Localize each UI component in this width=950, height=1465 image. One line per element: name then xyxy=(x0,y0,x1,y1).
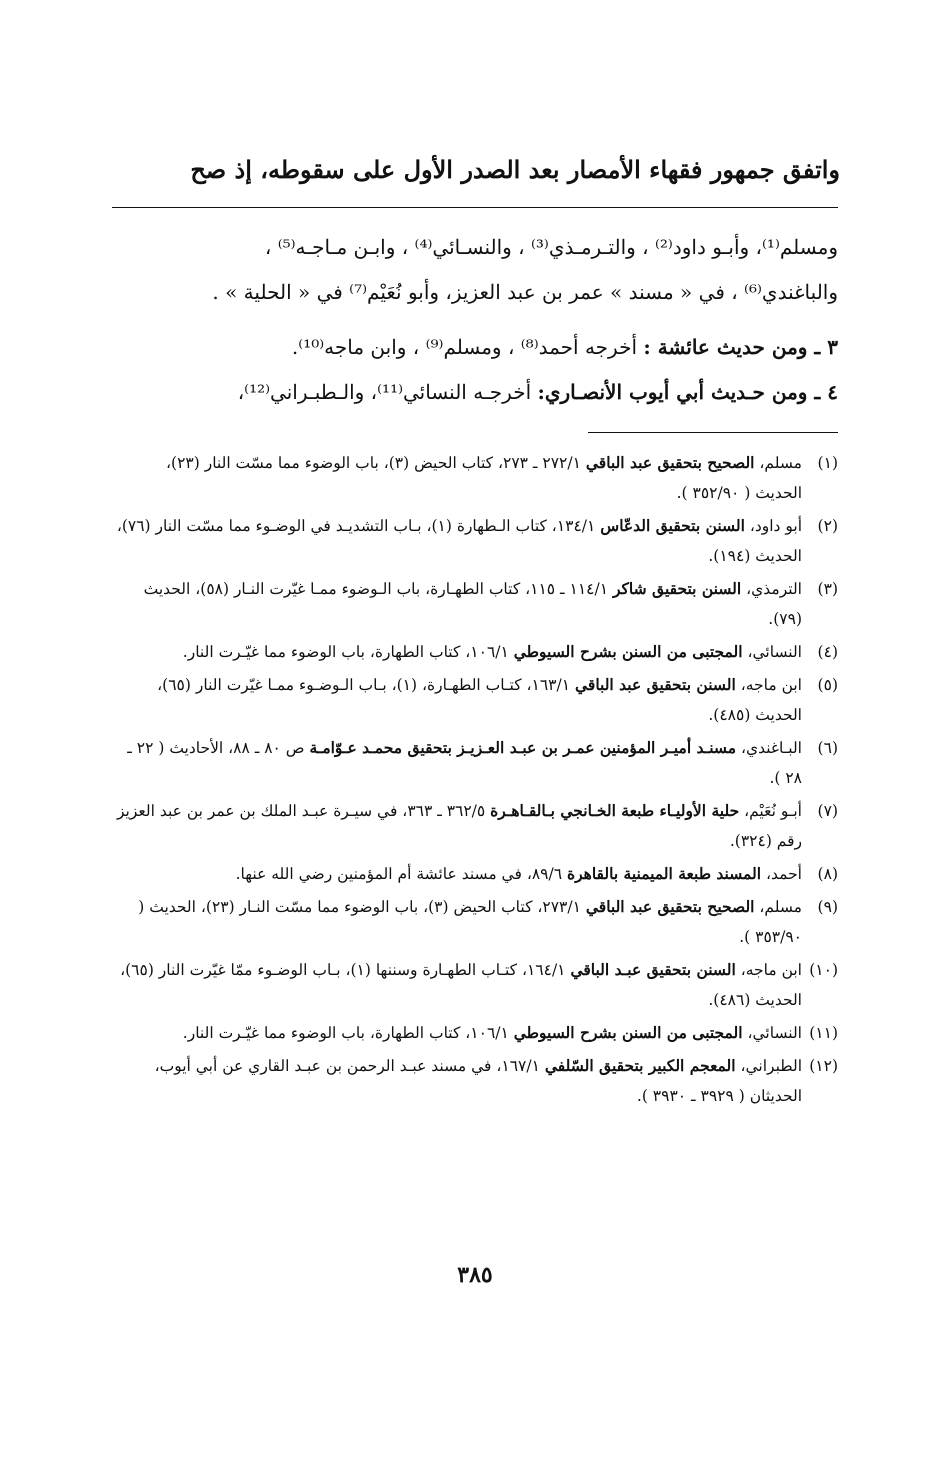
footnote xyxy=(115,859,838,889)
footnote-reference: ٢٧٢/١ ـ ٢٧٣، كتاب الحيض (٣)، باب الوضوء مما مسّت النار (٢٣)، الحديث ( ٣٥٢/٩٠ ). xyxy=(166,454,802,502)
footnote-number: (٢) xyxy=(817,517,838,535)
footnote xyxy=(115,892,838,952)
footnote-reference: ١٠٦/١، كتاب الطهارة، باب الوضوء مما غيّـرت النار. xyxy=(182,1024,509,1042)
footnote-number: (١١) xyxy=(809,1024,838,1042)
footnote-text xyxy=(115,637,802,667)
footnote-title: الصحيح بتحقيق عبد الباقي xyxy=(585,453,755,472)
footnote-title: الصحيح بتحقيق عبد الباقي xyxy=(585,897,755,916)
footnote-title: المسند طبعة الميمنية بالقاهرة xyxy=(566,864,762,883)
footnote xyxy=(115,955,838,1015)
main-line-2: والباغندي⁽⁶⁾ ، في « مسند » عمر بن عبد العزيز، وأبو نُعَيْم⁽⁷⁾ في « الحلية » . xyxy=(212,280,838,304)
footnote-author: النسائي، xyxy=(747,1024,802,1042)
footnote-author: النسائي، xyxy=(747,643,802,661)
footnote-number: (٨) xyxy=(817,865,838,883)
footnote-text xyxy=(115,859,802,889)
footnote-number: (٣) xyxy=(817,580,838,598)
item-3-heading: ٣ ـ ومن حديث عائشة : xyxy=(643,335,838,359)
footnote-text xyxy=(115,796,802,856)
footnote-author: ابن ماجه، xyxy=(740,961,802,979)
footnote xyxy=(115,574,838,634)
footnote-title: المعجم الكبير بتحقيق السّلفي xyxy=(544,1056,736,1075)
footnote-title: مسنـد أميـر المؤمنين عمـر بن عبـد العـزيـز بتحقيق محمـد عـوّامـة xyxy=(309,738,737,757)
footnote-text xyxy=(115,733,802,793)
footnote-text xyxy=(115,1018,802,1048)
item-4 xyxy=(110,370,838,415)
footnote-title: المجتبى من السنن بشرح السيوطي xyxy=(513,642,743,661)
footnote xyxy=(115,796,838,856)
footnote xyxy=(115,733,838,793)
page-number: ٣٨٥ xyxy=(457,1262,493,1288)
footnote-text xyxy=(115,955,802,1015)
footnote-reference: ١٠٦/١، كتاب الطهارة، باب الوضوء مما غيّـرت النار. xyxy=(182,643,509,661)
footnote-number: (٩) xyxy=(817,898,838,916)
footnote-text xyxy=(115,892,802,952)
footnote-author: أحمد، xyxy=(766,865,802,883)
footnote xyxy=(115,637,838,667)
main-line-1: ومسلم⁽¹⁾، وأبـو داود⁽²⁾ ، والتـرمـذي⁽³⁾ ، والنسـائي⁽⁴⁾ ، وابـن مـاجـه⁽⁵⁾ ، xyxy=(264,235,838,259)
running-text-line: واتفق جمهور فقهاء الأمصار بعد الصدر الأول على سقوطه، إذ صح xyxy=(190,155,840,184)
item-3 xyxy=(110,325,838,370)
footnote-title: السنن بتحقيق عبـد الباقي xyxy=(570,960,736,979)
footnote xyxy=(115,1018,838,1048)
footnote-number: (١٠) xyxy=(809,961,838,979)
footnote-text xyxy=(115,1051,802,1111)
main-text xyxy=(110,225,838,415)
footnote-text xyxy=(115,670,802,730)
footnote-reference: ٢٧٣/١، كتاب الحيض (٣)، باب الوضوء مما مسّت النـار (٢٣)، الحديث ( ٣٥٣/٩٠ ). xyxy=(138,898,802,946)
footnote-reference: ٣٦٢/٥ ـ ٣٦٣، في سيـرة عبـد الملك بن عمر بن عبد العزيز رقم (٣٢٤). xyxy=(116,802,802,850)
footnote-number: (١) xyxy=(817,454,838,472)
footnote-reference: ٨٩/٦، في مسند عائشة أم المؤمنين رضي الله عنها. xyxy=(235,865,563,883)
footnote xyxy=(115,670,838,730)
footnote-author: ابن ماجه، xyxy=(740,676,802,694)
footnote-reference: ١٦٤/١، كتـاب الطهـارة وسننها (١)، بـاب الوضـوء ممّا غيّرت النار (٦٥)، الحديث (٤٨٦). xyxy=(120,961,802,1009)
footnote-reference: ١١٤/١ ـ ١١٥، كتاب الطهـارة، باب الـوضوء ممـا غيّرت النـار (٥٨)، الحديث (٧٩). xyxy=(143,580,802,628)
footnote-number: (٧) xyxy=(817,802,838,820)
footnote-author: مسلم، xyxy=(759,454,802,472)
footnote-title: السنن بتحقيق الدعّاس xyxy=(600,516,745,535)
footnote-author: الطبراني، xyxy=(740,1057,802,1075)
footnote-reference: ١٣٤/١، كتاب الـطهارة (١)، بـاب التشديـد في الوضـوء مما مسّت النار (٧٦)، الحديث (١٩٤). xyxy=(116,517,802,565)
footnote-text xyxy=(115,511,802,571)
footnote-number: (٦) xyxy=(817,739,838,757)
footnote-author: البـاغندي، xyxy=(740,739,802,757)
footnote-reference: ١٦٣/١، كتـاب الطهـارة، (١)، بـاب الـوضـوء ممـا غيّرت النار (٦٥)، الحديث (٤٨٥). xyxy=(157,676,802,724)
footnote-title: السنن بتحقيق عبد الباقي xyxy=(574,675,736,694)
header-divider xyxy=(112,207,838,208)
item-4-heading: ٤ ـ ومن حـديث أبي أيوب الأنصـاري: xyxy=(537,380,838,404)
footnote-title: المجتبى من السنن بشرح السيوطي xyxy=(513,1023,743,1042)
footnote-author: أبو داود، xyxy=(749,517,802,535)
footnote-reference: ١٦٧/١، في مسند عبـد الرحمن بن عبـد القاري عن أبي أيوب، الحديثان ( ٣٩٢٩ ـ ٣٩٣٠ ). xyxy=(154,1057,802,1105)
footnote-text xyxy=(115,448,802,508)
item-4-text: أخرجـه النسائي⁽¹¹⁾، والـطبـراني⁽¹²⁾، xyxy=(237,380,532,404)
footnote xyxy=(115,448,838,508)
footnote-author: مسلم، xyxy=(759,898,802,916)
footnote-number: (٤) xyxy=(817,643,838,661)
footnote xyxy=(115,511,838,571)
footnote-title: حلية الأوليـاء طبعة الخـانجي بـالقـاهـرة xyxy=(490,801,740,820)
footnote-divider xyxy=(588,432,838,433)
footnotes xyxy=(115,448,838,1114)
footnote-reference: ص ٨٠ ـ ٨٨، الأحاديث ( ٢٢ ـ ٢٨ ). xyxy=(127,739,802,787)
footnote-author: أبـو نُعَيْم، xyxy=(744,802,802,820)
footnote-author: الترمذي، xyxy=(746,580,802,598)
footnote-title: السنن بتحقيق شاكر xyxy=(613,579,742,598)
item-3-text: أخرجه أحمد⁽⁸⁾ ، ومسلم⁽⁹⁾ ، وابن ماجه⁽¹⁰⁾. xyxy=(291,335,637,359)
footnote xyxy=(115,1051,838,1111)
footnote-number: (٥) xyxy=(817,676,838,694)
footnote-text xyxy=(115,574,802,634)
footnote-number: (١٢) xyxy=(809,1057,838,1075)
